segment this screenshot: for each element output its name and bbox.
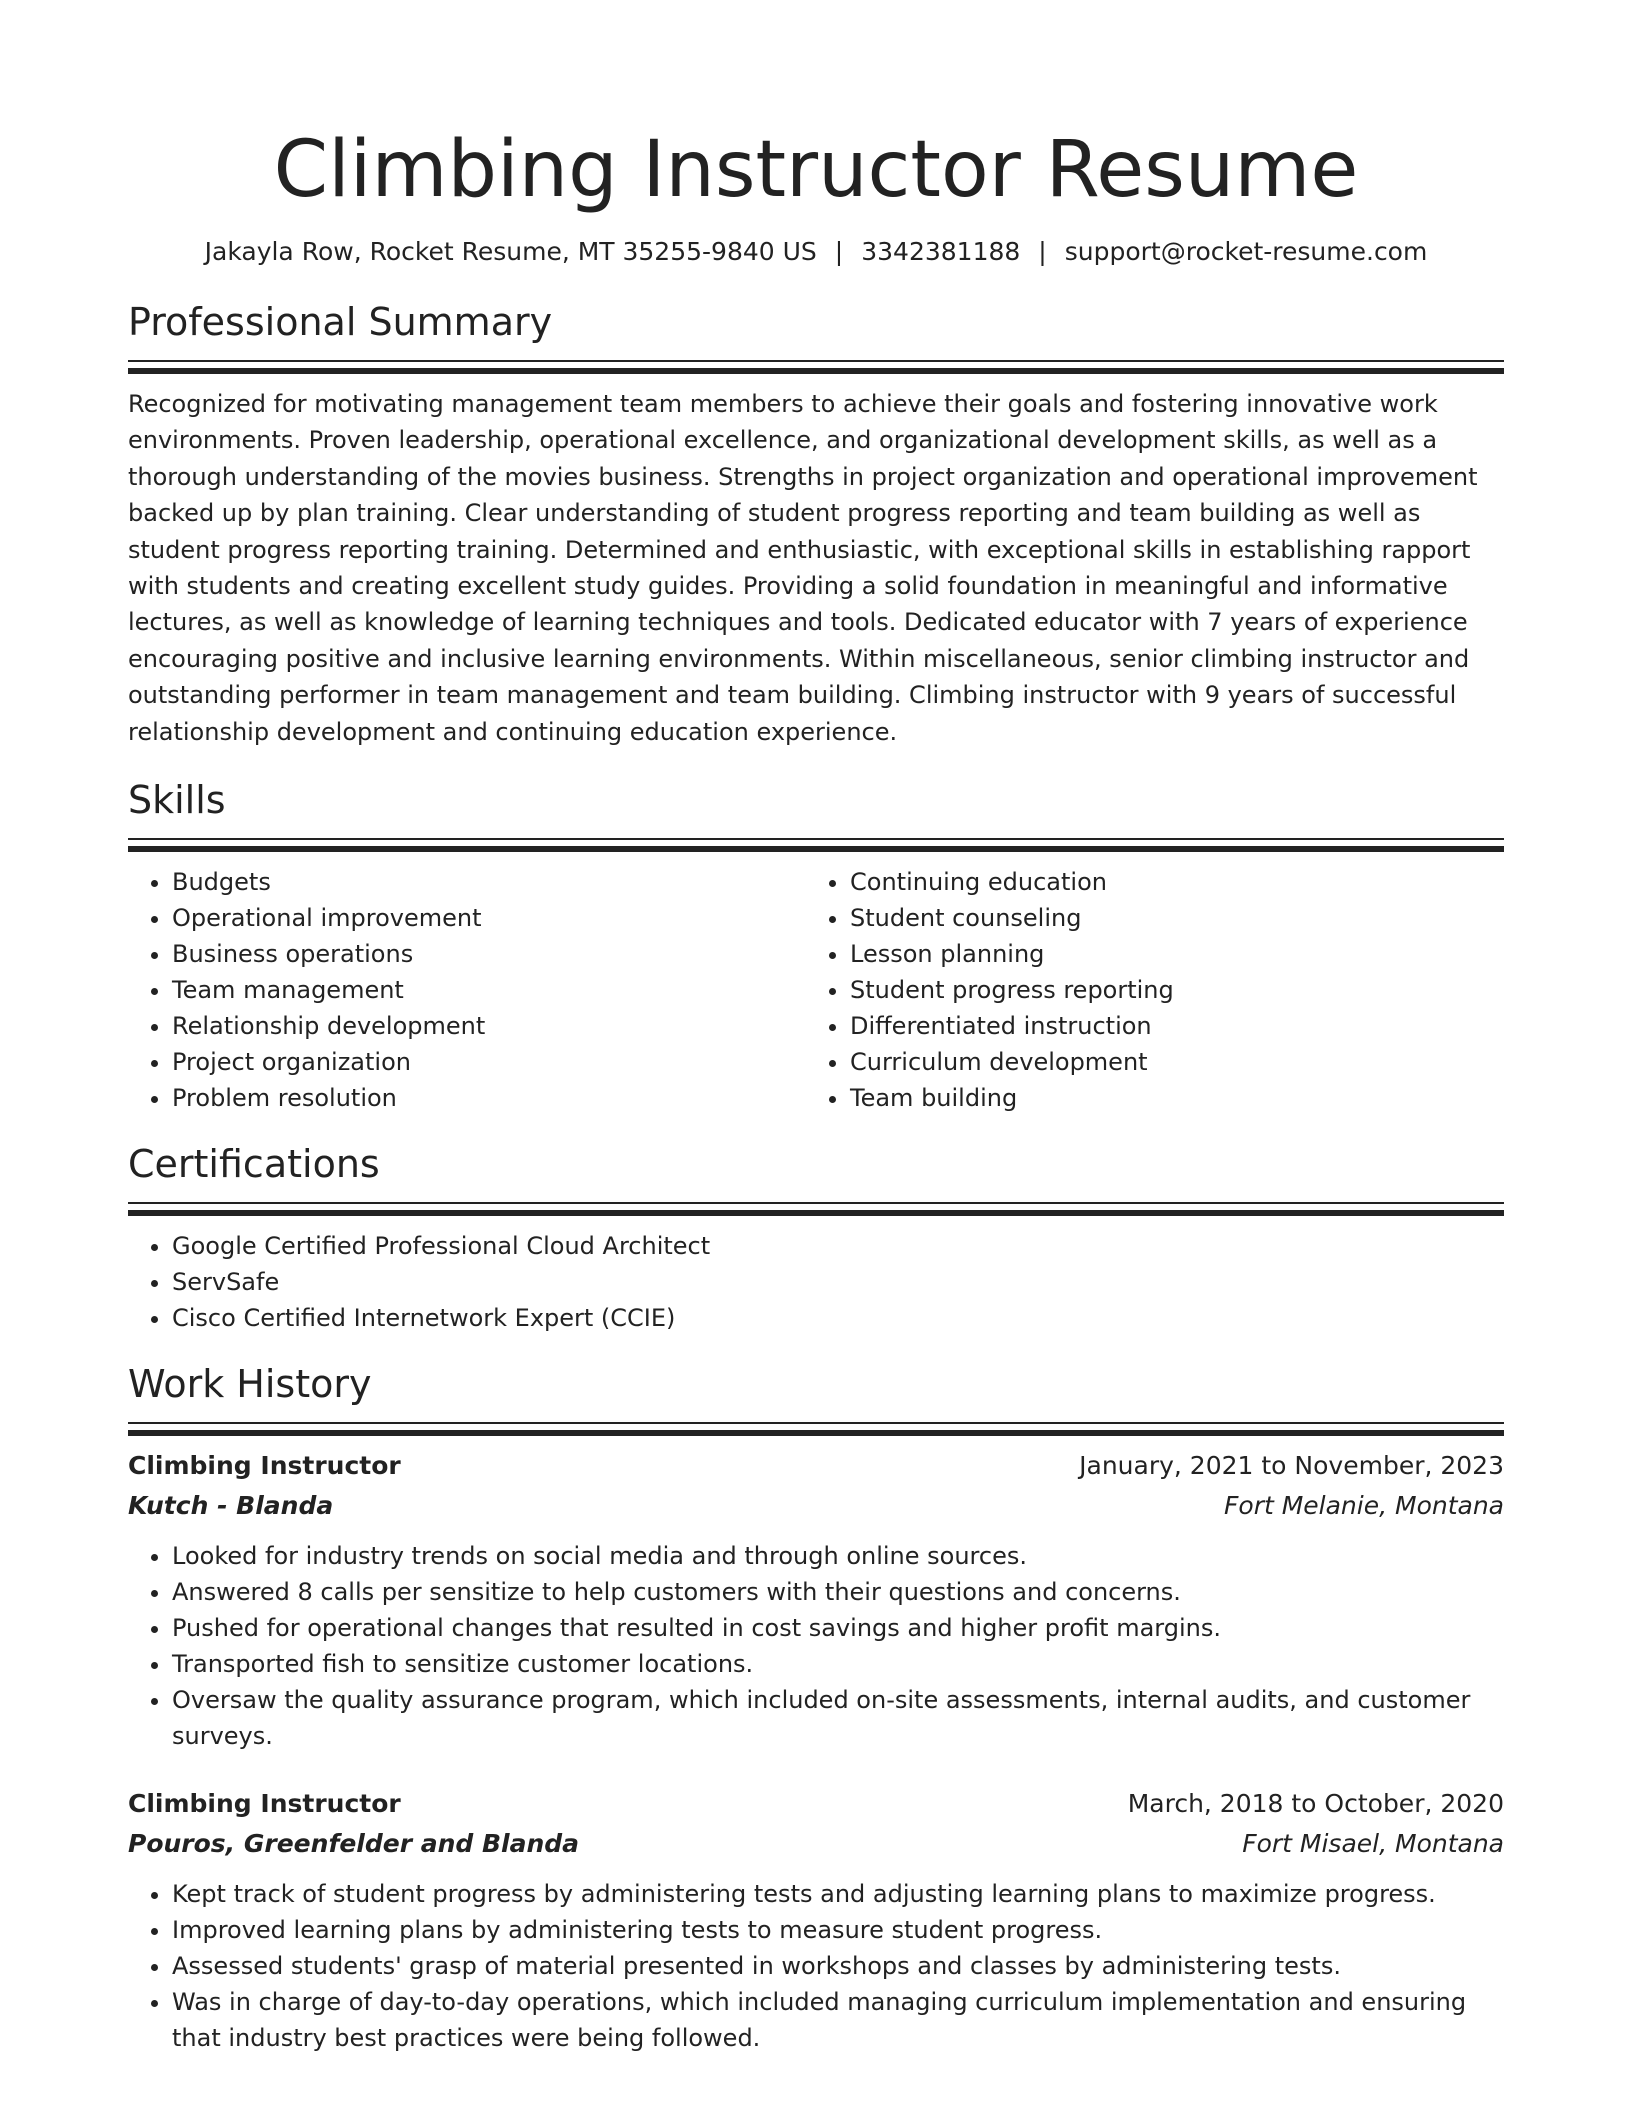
- job-company: Kutch - Blanda: [128, 1491, 334, 1521]
- job-location: Fort Melanie, Montana: [1224, 1491, 1504, 1521]
- work-history-section: [128, 1360, 1504, 2056]
- job-bullet: • Oversaw the quality assurance program, which included on-site assessments, internal audits, and customer surveys.: [172, 1682, 1504, 1754]
- job-location: Fort Misael, Montana: [1242, 1829, 1504, 1859]
- job-company-row: [128, 1486, 1504, 1526]
- skill-item: • Operational improvement: [172, 900, 806, 936]
- job-bullet: • Kept track of student progress by administering tests and adjusting learning plans to maximize progress.: [172, 1876, 1504, 1912]
- skills-column-right: [806, 864, 1484, 1116]
- skill-item: • Student counseling: [850, 900, 1484, 936]
- job-dates: January, 2021 to November, 2023: [1079, 1451, 1504, 1481]
- certifications-section: [128, 1140, 1504, 1336]
- section-divider: [128, 1422, 1504, 1436]
- skill-item: • Relationship development: [172, 1008, 806, 1044]
- section-divider: [128, 1202, 1504, 1216]
- contact-separator: |: [1038, 237, 1047, 266]
- section-heading: Work History: [128, 1362, 372, 1407]
- skill-item: • Team management: [172, 972, 806, 1008]
- job-header-row: [128, 1784, 1504, 1824]
- job-bullet: • Assessed students' grasp of material presented in workshops and classes by administering tests.: [172, 1948, 1504, 1984]
- job-bullet: • Was in charge of day-to-day operations, which included managing curriculum implementation and ensuring that industry best practices were being followed.: [172, 1984, 1504, 2056]
- job-entry: [128, 1784, 1504, 2056]
- skill-item: • Continuing education: [850, 864, 1484, 900]
- resume-title: Climbing Instructor Resume: [273, 125, 1359, 215]
- contact-separator: |: [834, 237, 844, 266]
- job-entry: [128, 1446, 1504, 1754]
- skill-item: • Team building: [850, 1080, 1484, 1116]
- job-bullet: • Transported fish to sensitize customer locations.: [172, 1646, 1504, 1682]
- certification-item: • Google Certified Professional Cloud Architect: [172, 1228, 1504, 1264]
- job-bullet: • Looked for industry trends on social media and through online sources.: [172, 1538, 1504, 1574]
- section-heading: Certifications: [128, 1142, 380, 1187]
- skill-item: • Curriculum development: [850, 1044, 1484, 1080]
- job-title: Climbing Instructor: [128, 1789, 401, 1819]
- skill-item: • Lesson planning: [850, 936, 1484, 972]
- resume-page: [128, 0, 1504, 2056]
- contact-address: Jakayla Row, Rocket Resume, MT 35255-9840 US: [204, 237, 817, 266]
- skill-item: • Problem resolution: [172, 1080, 806, 1116]
- section-heading: Skills: [128, 778, 226, 823]
- job-bullet: • Pushed for operational changes that resulted in cost savings and higher profit margins.: [172, 1610, 1504, 1646]
- certification-item: • Cisco Certified Internetwork Expert (CCIE): [172, 1300, 1504, 1336]
- skill-item: • Differentiated instruction: [850, 1008, 1484, 1044]
- job-dates: March, 2018 to October, 2020: [1127, 1789, 1504, 1819]
- contact-phone: 3342381188: [861, 237, 1021, 266]
- job-bullet: • Answered 8 calls per sensitize to help customers with their questions and concerns.: [172, 1574, 1504, 1610]
- skill-item: • Project organization: [172, 1044, 806, 1080]
- job-header-row: [128, 1446, 1504, 1486]
- skill-item: • Business operations: [172, 936, 806, 972]
- section-heading: Professional Summary: [128, 300, 553, 344]
- job-bullet: • Improved learning plans by administering tests to measure student progress.: [172, 1912, 1504, 1948]
- skills-columns: [128, 864, 1504, 1116]
- skill-item: • Student progress reporting: [850, 972, 1484, 1008]
- job-title: Climbing Instructor: [128, 1451, 401, 1481]
- summary-section: [128, 298, 1504, 750]
- section-divider: [128, 838, 1504, 852]
- skills-column-left: [128, 864, 806, 1116]
- skill-item: • Budgets: [172, 864, 806, 900]
- section-divider: [128, 360, 1504, 374]
- job-company-row: [128, 1824, 1504, 1864]
- contact-line: [128, 236, 1504, 268]
- contact-email: support@rocket-resume.com: [1064, 237, 1428, 266]
- summary-text: Recognized for motivating management team members to achieve their goals and fostering innovative work environments. Proven leadership, operational excellence, and organizational development skills, as well as a thorough understanding of the movies business. Strengths in project organization and operational improvement backed up by plan training. Clear understanding of student progress reporting and team building as well as student progress reporting training. Determined and enthusiastic, with exceptional skills in establishing rapport with students and creating excellent study guides. Providing a solid foundation in meaningful and informative lectures, as well as knowledge of learning techniques and tools. Dedicated educator with 7 years of experience encouraging positive and inclusive learning environments. Within miscellaneous, senior climbing instructor and outstanding performer in team management and team building. Climbing instructor with 9 years of successful relationship development and continuing education experience.: [128, 390, 1478, 746]
- job-company: Pouros, Greenfelder and Blanda: [128, 1829, 580, 1859]
- skills-section: [128, 776, 1504, 1116]
- certification-item: • ServSafe: [172, 1264, 1504, 1300]
